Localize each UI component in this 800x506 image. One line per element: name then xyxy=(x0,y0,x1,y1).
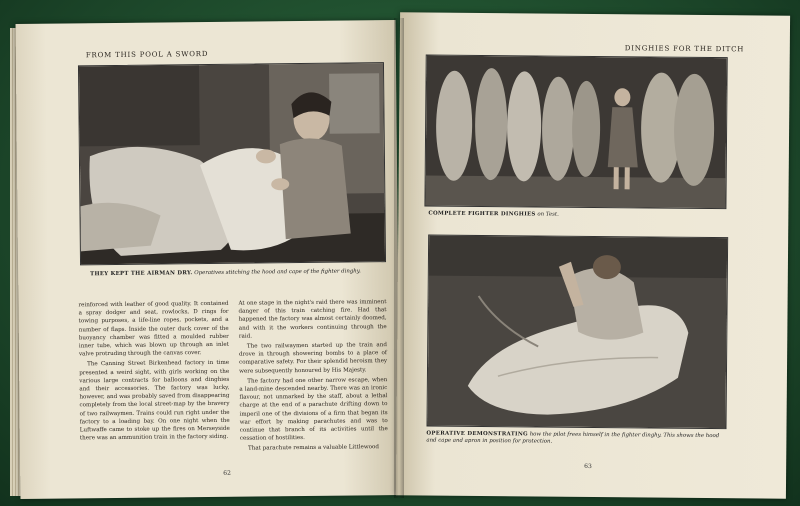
paragraph: The factory had one other narrow escape, when a land-mine descended nearby. There was an ironic flavour, not unmarked by the staff, about a lethal charge at the end of a parachute drifting down to imperil one of the divisions of a firm that began its war effort by making parachutes and was to continue that branch of its activities until the cessation of hostilities. xyxy=(239,376,388,442)
left-running-head: FROM THIS POOL A SWORD xyxy=(85,49,209,60)
book-gutter xyxy=(394,18,404,498)
left-caption-lead: THEY KEPT THE AIRMAN DRY. xyxy=(90,270,193,278)
photo-operative-demonstrating-image xyxy=(428,236,728,429)
right-bottom-caption xyxy=(426,431,726,448)
photo-woman-stitching-hood-image xyxy=(79,63,385,264)
left-page-number: 62 xyxy=(223,469,231,477)
photo-woman-stitching-hood xyxy=(78,62,386,265)
photo-fighter-dinghies-on-test xyxy=(424,55,727,210)
photo-operative-demonstrating xyxy=(427,235,729,430)
paragraph: The Canning Street Birkenhead factory in time presented a weird sight, with girls working on the various large contracts for balloons and dinghies and their accessories. The factory was lucky, however, and was probably saved from disappearing completely from the local street-map by the bravery of two railwaymen. Trains could run right under the factory to a loading bay. On one night when the Luftwaffe came to stoke up the fires on Merseyside there was an ammunition train in the factory siding. xyxy=(79,360,230,442)
top-caption-text: on Test. xyxy=(537,211,559,218)
bottom-caption-text: how the pilot frees himself in the fighter dinghy. This shows the hood and cape and apron in position for protection. xyxy=(426,431,720,445)
right-running-head: DINGHIES FOR THE DITCH xyxy=(624,44,745,54)
open-book xyxy=(10,8,800,503)
left-text-column-2 xyxy=(238,298,388,455)
paragraph: At one stage in the night's raid there was imminent danger of this train catching fire. Had that happened the factory was almost certainly doomed, and with it the workers continuing through the raid. xyxy=(238,299,387,340)
paragraph: The two railwaymen started up the train and drove in through showering bombs to a place of comparative safety. For their splendid heroism they were subsequently honoured by His Majesty. xyxy=(238,342,388,375)
left-photo-caption xyxy=(90,268,380,278)
right-page-number: 63 xyxy=(584,462,592,470)
right-top-caption xyxy=(428,211,718,221)
left-caption-text: Operatives stitching the hood and cape of the fighter dinghy. xyxy=(194,268,361,277)
paragraph: That parachute remains a valuable Littlewood xyxy=(247,444,379,453)
bottom-caption-lead: OPERATIVE DEMONSTRATING xyxy=(426,430,529,438)
right-page xyxy=(396,12,790,498)
photo-fighter-dinghies-image xyxy=(425,56,726,209)
top-caption-lead: COMPLETE FIGHTER DINGHIES xyxy=(428,210,536,218)
paragraph: reinforced with leather of good quality. It contained a spray dodger and seat, rowlocks, D rings for towing purposes, a life-line ropes, pockets, and a number of flaps. Inside the outer duck cover of the buoyancy chamber was fitted a moulded rubber inner tube, which was blown up through an inlet valve protruding through the canvas cover. xyxy=(78,300,229,358)
left-text-column-1 xyxy=(78,300,229,445)
left-page xyxy=(16,20,401,499)
